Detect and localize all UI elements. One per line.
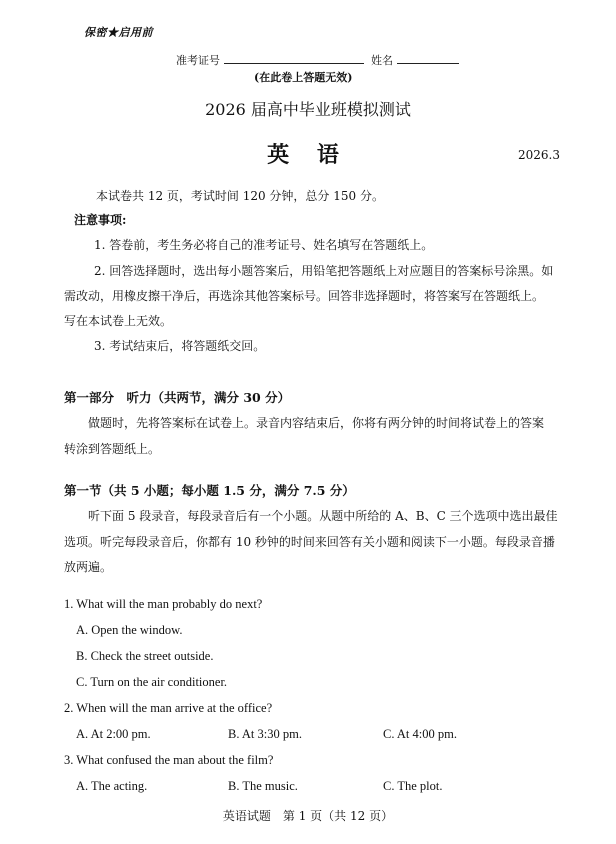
question-3-option-c: C. The plot. [383,779,443,793]
question-2-option-c: C. At 4:00 pm. [383,727,457,741]
note-item-1: 1. 答卷前，考生务必将自己的准考证号、姓名填写在答题纸上。 [94,238,434,252]
confidential-label: 保密★启用前 [84,26,153,39]
part1-instructions-line-2: 转涂到答题纸上。 [64,442,161,456]
question-3-option-b: B. The music. [228,779,298,793]
notes-heading: 注意事项: [74,213,127,227]
page-footer: 英语试题 第 1 页（共 12 页） [222,809,394,823]
intro-text: 本试卷共 12 页，考试时间 120 分钟，总分 150 分。 [96,189,384,203]
note-item-2-line-2: 需改动，用橡皮擦干净后，再选涂其他答案标号。回答非选择题时，将答案写在答题纸上。 [64,289,545,303]
note-item-2-line-3: 写在本试卷上无效。 [64,314,173,328]
part1-instructions-line-1: 做题时，先将答案标在试卷上。录音内容结束后，你将有两分钟的时间将试卷上的答案 [88,416,545,430]
question-1-option-c: C. Turn on the air conditioner. [76,675,228,689]
question-1-option-b: B. Check the street outside. [76,649,214,663]
note-item-3: 3. 考试结束后，将答题纸交回。 [94,339,266,353]
section1-instructions-line-1: 听下面 5 段录音，每段录音后有一个小题。从题中所给的 A、B、C 三个选项中选出最佳 [88,509,558,523]
note-item-2-line-1: 2. 回答选择题时，选出每小题答案后，用铅笔把答题纸上对应题目的答案标号涂黑。如 [94,264,554,278]
exam-title: 2026 届高中毕业班模拟测试 [205,100,411,119]
name-label: 姓名 [371,54,393,67]
exam-id-blank [224,52,364,64]
question-2-option-b: B. At 3:30 pm. [228,727,302,741]
question-1-stem: 1. What will the man probably do next? [64,597,263,611]
section1-heading: 第一节（共 5 小题；每小题 1.5 分，满分 7.5 分） [64,483,355,498]
invalid-answer-note: (在此卷上答题无效) [254,71,353,84]
section1-instructions-line-2: 选项。听完每段录音后，你都有 10 秒钟的时间来回答有关小题和阅读下一小题。每段录音播 [64,535,555,549]
question-3-stem: 3. What confused the man about the film? [64,753,274,767]
question-1-option-a: A. Open the window. [76,623,183,637]
exam-id-label: 准考证号 [176,54,220,67]
subject-title: 英 语 [267,142,349,168]
section1-instructions-line-3: 放两遍。 [64,560,113,574]
part1-heading: 第一部分 听力（共两节，满分 30 分） [64,390,291,405]
question-2-option-a: A. At 2:00 pm. [76,727,151,741]
candidate-info-line [176,52,459,68]
question-3-option-a: A. The acting. [76,779,148,793]
name-blank [397,52,459,64]
exam-date: 2026.3 [518,148,560,162]
question-2-stem: 2. When will the man arrive at the office? [64,701,273,715]
